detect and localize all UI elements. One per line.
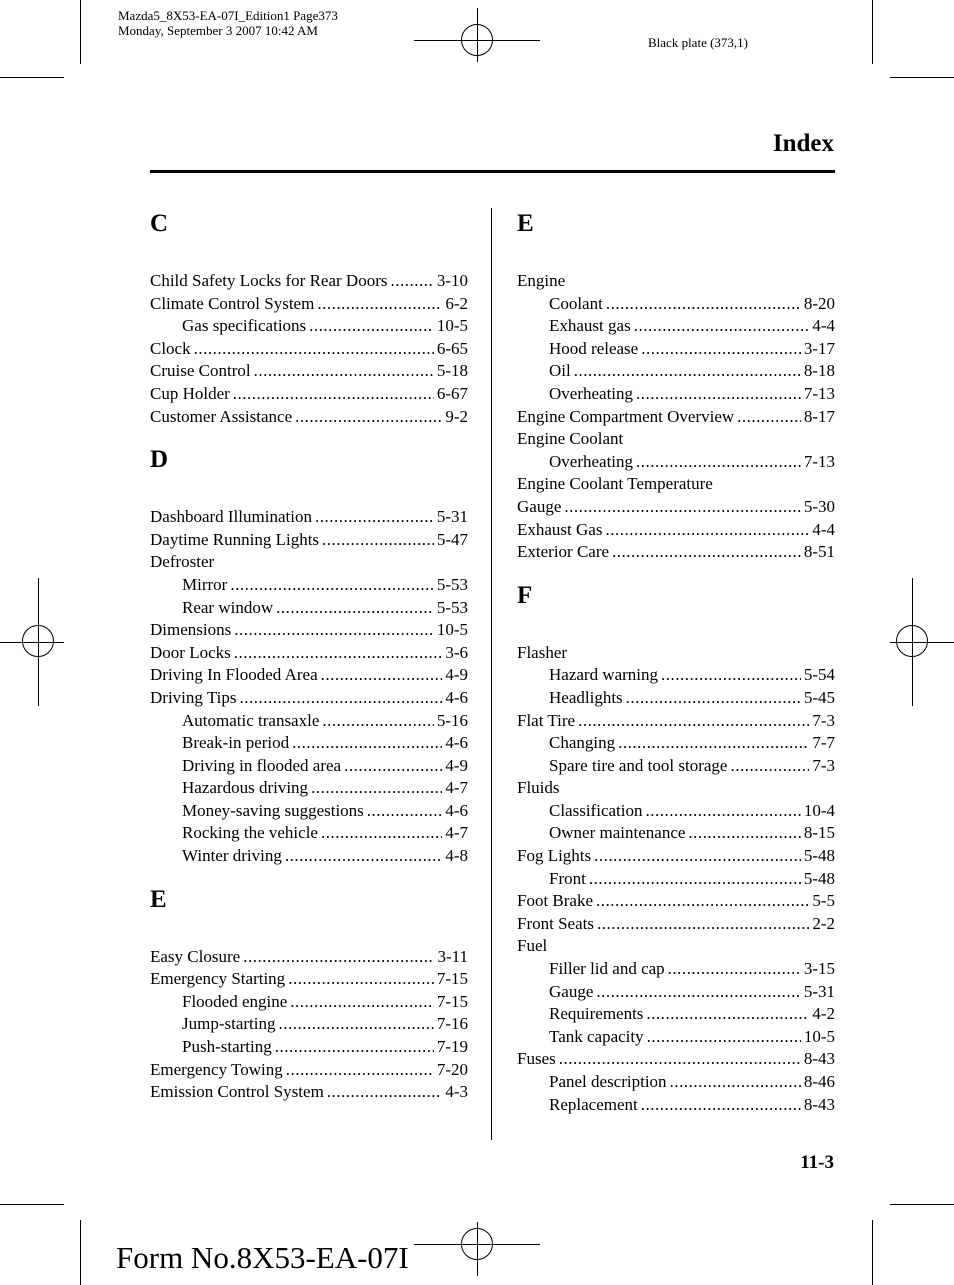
entry-page: 4-4 [812,316,835,336]
dot-leader [322,529,434,552]
entry-page: 5-48 [803,868,835,888]
index-entry [150,293,468,316]
entry-page: 4-9 [445,755,468,775]
index-entry [150,383,468,406]
dot-leader [589,868,801,891]
entry-page: 2-2 [812,913,835,933]
entry-page: 10-5 [803,1026,835,1046]
plate-label: Black plate (373,1) [648,35,748,50]
entry-text: Defroster [150,552,215,572]
entry-text: Automatic transaxle [182,710,320,730]
section-letter: E [517,210,534,237]
dot-leader [317,293,442,316]
dot-leader [276,597,434,620]
dot-leader [688,822,800,845]
index-subentry [517,383,835,406]
dot-leader [344,755,442,778]
index-entry [517,845,835,868]
index-subentry [517,664,835,687]
registration-target-icon [22,625,54,657]
entry-text: Gas specifications [182,316,307,336]
index-subentry [150,755,468,778]
dot-leader [626,687,801,710]
dot-leader [578,710,809,733]
index-entry [150,338,468,361]
dot-leader [730,755,809,778]
entry-text: Driving In Flooded Area [150,665,318,685]
entry-page: 4-4 [812,519,835,539]
dot-leader [668,958,801,981]
entry-text: Dimensions [150,620,232,640]
index-subentry [150,597,468,620]
entry-page: 7-3 [812,755,835,775]
page-title: Index [772,130,834,157]
entry-page: 5-48 [803,846,835,866]
dot-leader [243,946,434,969]
index-entry [150,687,468,710]
entry-text: Jump-starting [182,1014,276,1034]
index-section [517,582,835,1116]
index-subentry [517,360,835,383]
entry-text: Engine Coolant [517,429,624,449]
dot-leader [737,406,801,429]
index-section [517,210,835,564]
column-divider [491,208,492,1140]
dot-leader [367,800,443,823]
dot-leader [321,664,443,687]
dot-leader [594,845,801,868]
dot-leader [290,991,434,1014]
index-subentry [150,315,468,338]
index-entry [150,619,468,642]
entry-page: 5-30 [803,496,835,516]
entry-page: 5-31 [436,507,468,527]
dot-leader [646,1003,809,1026]
entry-text: Engine Compartment Overview [517,406,735,426]
entry-text: Clock [150,338,191,358]
index-entry [150,270,468,293]
entry-text: Door Locks [150,642,231,662]
crop-mark [872,1220,873,1285]
entry-text: Changing [549,733,616,753]
dot-leader [605,519,809,542]
dot-leader [309,315,434,338]
entry-page: 5-31 [803,981,835,1001]
dot-leader [596,890,809,913]
dot-leader [564,496,800,519]
entry-page: 8-15 [803,823,835,843]
entry-text: Rocking the vehicle [182,823,318,843]
entry-text: Headlights [549,687,623,707]
index-entry [517,473,835,496]
index-entry [517,642,835,665]
entry-text: Driving Tips [150,687,237,707]
entry-text: Child Safety Locks for Rear Doors [150,271,388,290]
index-entry [517,428,835,451]
dot-leader [292,732,442,755]
entry-page: 4-7 [445,778,468,798]
crop-mark [80,0,81,64]
dot-leader [597,913,809,936]
entry-page: 6-65 [436,338,468,358]
index-entry [150,551,468,574]
index-entry [517,496,835,519]
entry-page: 8-18 [803,361,835,381]
index-subentry [517,981,835,1004]
index-subentry [517,687,835,710]
dot-leader [606,293,801,316]
index-subentry [150,710,468,733]
entry-page: 6-67 [436,383,468,403]
entry-text: Dashboard Illumination [150,507,312,527]
index-entry [517,1048,835,1071]
section-letter: C [150,210,169,237]
entry-text: Panel description [549,1072,667,1091]
dot-leader [641,338,801,361]
entry-text: Flat Tire [517,710,576,730]
entry-page: 7-16 [436,1014,468,1034]
index-entry [517,777,835,800]
entry-page: 7-3 [812,710,835,730]
title-rule [150,170,835,173]
entry-text: Fuses [517,1049,556,1069]
entry-text: Gauge [517,496,562,516]
entry-text: Push-starting [182,1037,272,1057]
entry-page: 5-18 [436,361,468,381]
crop-mark [80,1220,81,1285]
index-subentry [517,755,835,778]
dot-leader [233,383,434,406]
registration-target-icon [461,24,493,56]
index-subentry [150,800,468,823]
entry-text: Front [549,868,586,888]
dot-leader [641,1094,801,1117]
index-entry [150,664,468,687]
entry-text: Daytime Running Lights [150,529,320,549]
dot-leader [612,541,801,564]
entry-page: 7-13 [803,383,835,403]
entry-page: 5-45 [803,687,835,707]
entry-page: 10-4 [803,800,835,820]
entry-text: Emission Control System [150,1082,324,1102]
entry-text: Owner maintenance [549,823,686,843]
entry-page: 5-16 [436,710,468,730]
index-column-left [150,208,468,1104]
dot-leader [634,315,810,338]
index-subentry [150,991,468,1014]
entry-page: 7-19 [436,1037,468,1057]
dot-leader [194,338,434,361]
entry-text: Exhaust gas [549,316,631,336]
crop-mark [872,0,873,64]
dot-leader [574,360,801,383]
entry-text: Fog Lights [517,846,592,866]
entry-text: Break-in period [182,733,290,753]
dot-leader [670,1071,801,1094]
entry-page: 3-11 [437,946,468,966]
entry-text: Winter driving [182,846,282,866]
dot-leader [645,800,800,823]
entry-text: Rear window [182,597,274,617]
form-number: Form No.8X53-EA-07I [116,1240,409,1275]
dot-leader [295,406,442,429]
index-entry [150,529,468,552]
dot-leader [311,777,442,800]
entry-page: 5-54 [803,665,835,685]
entry-text: Front Seats [517,913,594,933]
index-entry [150,968,468,991]
entry-page: 4-6 [445,800,468,820]
dot-leader [234,642,443,665]
entry-text: Replacement [549,1094,638,1114]
dot-leader [315,506,434,529]
index-subentry [517,868,835,891]
print-job-line-2: Monday, September 3 2007 10:42 AM [118,23,318,38]
dot-leader [390,270,433,293]
dot-leader [636,451,801,474]
crop-mark [0,1204,64,1205]
index-subentry [150,1036,468,1059]
dot-leader [327,1081,443,1104]
index-entry [150,360,468,383]
index-subentry [517,1003,835,1026]
dot-leader [286,1059,434,1082]
entry-page: 3-10 [436,271,468,290]
entry-page: 4-8 [445,846,468,866]
entry-page: 10-5 [436,316,468,336]
dot-leader [279,1013,434,1036]
entry-page: 7-20 [436,1059,468,1079]
entry-page: 4-3 [445,1082,468,1102]
index-subentry [150,777,468,800]
entry-text: Hazard warning [549,665,659,685]
index-entry [517,541,835,564]
entry-page: 5-47 [436,529,468,549]
index-subentry [150,822,468,845]
crop-mark [0,77,64,78]
index-subentry [517,315,835,338]
entry-page: 4-7 [445,823,468,843]
dot-leader [234,619,434,642]
dot-leader [647,1026,801,1049]
index-entry [517,270,835,293]
entry-page: 4-2 [812,1004,835,1024]
dot-leader [321,822,442,845]
dot-leader [322,710,433,733]
entry-text: Overheating [549,383,634,403]
entry-page: 5-53 [436,597,468,617]
index-entry [150,946,468,969]
entry-text: Requirements [549,1004,644,1024]
entry-text: Gauge [549,981,594,1001]
entry-page: 4-9 [445,665,468,685]
dot-leader [559,1048,801,1071]
entry-text: Fuel [517,936,548,956]
entry-page: 10-5 [436,620,468,640]
index-subentry [150,1013,468,1036]
entry-page: 8-43 [803,1049,835,1069]
entry-page: 8-17 [803,406,835,426]
index-subentry [517,732,835,755]
entry-text: Emergency Starting [150,969,286,989]
index-entry [517,935,835,958]
entry-page: 3-6 [445,642,468,662]
entry-text: Foot Brake [517,891,594,911]
index-section [150,886,468,1104]
entry-page: 4-6 [445,733,468,753]
entry-page: 8-43 [803,1094,835,1114]
entry-text: Exhaust Gas [517,519,603,539]
entry-text: Oil [549,361,571,381]
index-subentry [517,451,835,474]
entry-text: Spare tire and tool storage [549,755,728,775]
print-job-info [118,8,338,38]
index-subentry [517,1026,835,1049]
dot-leader [275,1036,434,1059]
entry-text: Exterior Care [517,542,610,562]
entry-page: 5-53 [436,574,468,594]
entry-text: Cruise Control [150,361,251,381]
index-subentry [517,293,835,316]
index-entry [517,913,835,936]
index-entry [150,406,468,429]
section-letter: E [150,885,167,913]
entry-page: 4-6 [445,687,468,707]
index-section [150,446,468,868]
entry-page: 8-51 [803,542,835,562]
entry-page: 8-46 [803,1072,835,1091]
entry-page: 3-15 [803,959,835,979]
entry-text: Engine [517,271,566,290]
entry-text: Hood release [549,338,639,358]
index-subentry [517,822,835,845]
index-entry [517,890,835,913]
page-number: 11-3 [800,1152,834,1173]
entry-text: Filler lid and cap [549,959,665,979]
section-letter: D [150,446,169,474]
index-entry [517,519,835,542]
entry-text: Overheating [549,451,634,471]
entry-text: Climate Control System [150,293,315,313]
index-entry [150,1081,468,1104]
entry-text: Easy Closure [150,946,241,966]
dot-leader [254,360,434,383]
index-subentry [517,800,835,823]
index-subentry [150,574,468,597]
index-subentry [517,338,835,361]
dot-leader [596,981,800,1004]
entry-page: 9-2 [445,406,468,426]
index-column-right [517,208,835,1116]
index-subentry [517,1071,835,1094]
print-job-line-1: Mazda5_8X53-EA-07I_Edition1 Page373 [118,8,338,23]
index-entry [517,406,835,429]
entry-page: 5-5 [812,891,835,911]
entry-text: Money-saving suggestions [182,800,364,820]
dot-leader [239,687,442,710]
entry-text: Coolant [549,293,603,313]
index-entry [150,1059,468,1082]
entry-page: 8-20 [803,293,835,313]
section-letter: F [517,581,533,609]
index-entry [517,710,835,733]
entry-text: Fluids [517,778,560,798]
index-entry [150,642,468,665]
index-subentry [517,958,835,981]
crop-mark [890,1204,954,1205]
dot-leader [636,383,801,406]
entry-page: 3-17 [803,338,835,358]
index-entry [150,506,468,529]
dot-leader [285,845,442,868]
entry-text: Cup Holder [150,383,230,403]
entry-text: Emergency Towing [150,1059,283,1079]
entry-page: 7-7 [812,733,835,753]
entry-text: Engine Coolant Temperature [517,474,713,494]
entry-text: Driving in flooded area [182,755,342,775]
entry-text: Flasher [517,642,568,662]
entry-page: 7-13 [803,451,835,471]
entry-text: Classification [549,800,643,820]
entry-page: 7-15 [436,969,468,989]
entry-text: Customer Assistance [150,406,293,426]
dot-leader [661,664,801,687]
index-subentry [150,845,468,868]
index-subentry [517,1094,835,1117]
registration-target-icon [461,1228,493,1260]
entry-page: 6-2 [445,293,468,313]
dot-leader [618,732,809,755]
entry-text: Mirror [182,574,228,594]
entry-text: Flooded engine [182,991,288,1011]
entry-text: Tank capacity [549,1026,644,1046]
dot-leader [230,574,434,597]
crop-mark [890,77,954,78]
registration-target-icon [896,625,928,657]
dot-leader [288,968,434,991]
index-section [150,210,468,428]
index-subentry [150,732,468,755]
entry-page: 7-15 [436,991,468,1011]
entry-text: Hazardous driving [182,778,309,798]
